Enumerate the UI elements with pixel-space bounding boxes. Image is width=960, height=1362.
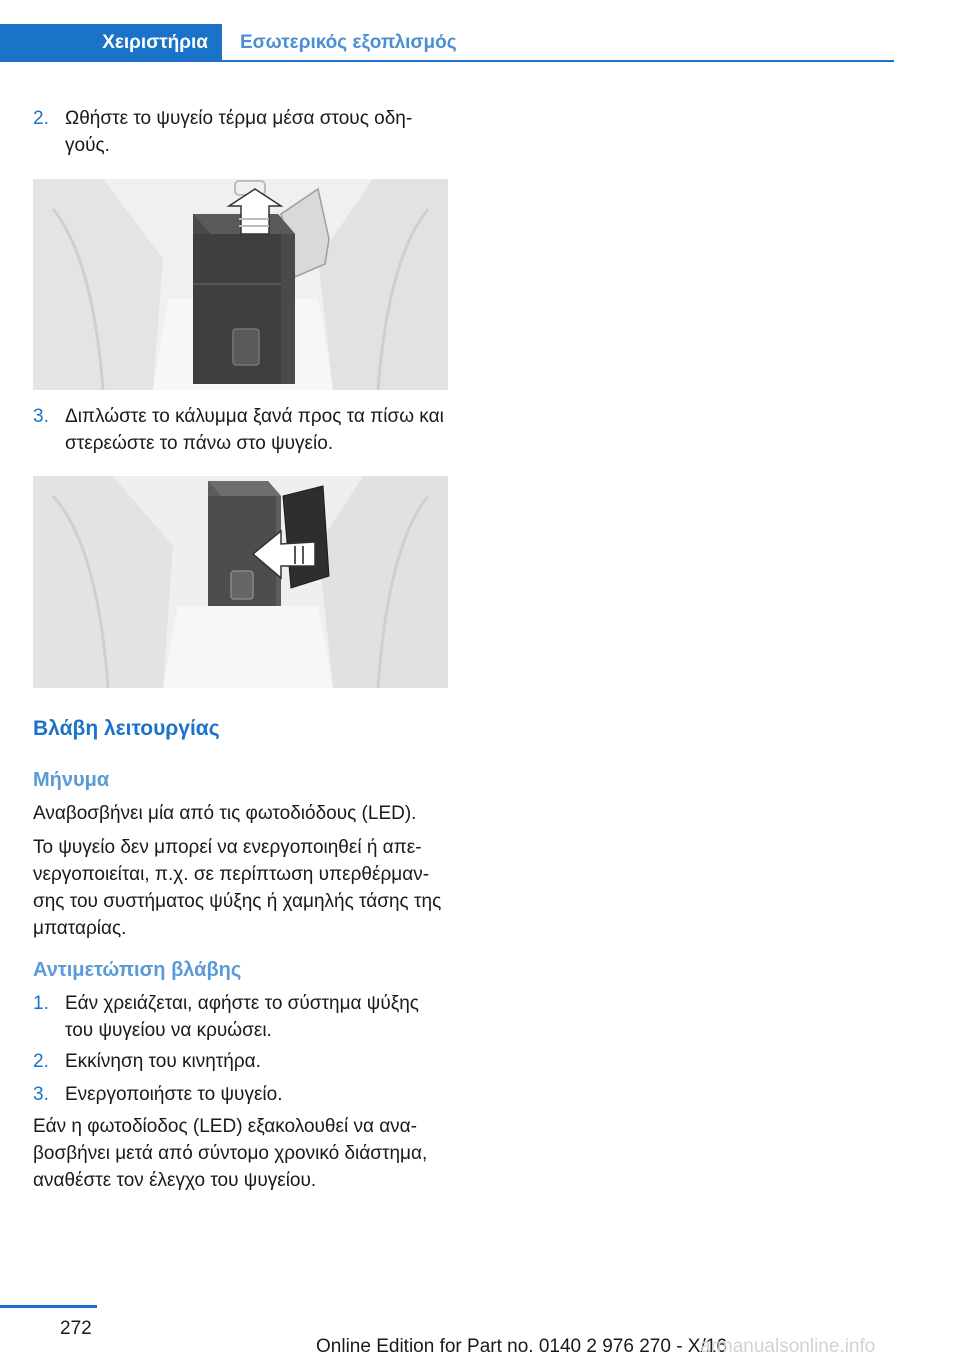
tab-controls[interactable] [0,24,222,62]
section-title: Βλάβη λειτουργίας [33,717,220,740]
message-body: Το ψυγείο δεν μπορεί να ενεργοποιηθεί ή απε‐νεργοποιείται, π.χ. σε περίπτωση υπερθέρμαν‐σης του συστήματος ψύξης ή χαμηλής τάσης της μπαταρίας. [33,837,442,939]
tab-interior-equipment-label: Εσωτερικός εξοπλισμός [240,32,457,53]
tab-controls-label: Χειριστήρια [102,32,208,53]
message-heading: Μήνυμα [33,769,110,791]
footer-bar [0,1305,97,1308]
header-divider [222,60,894,62]
tab-interior-equipment[interactable] [240,24,457,62]
step-number: 3. [33,1084,49,1105]
step-text: Εάν χρειάζεται, αφήστε το σύστημα ψύξης του ψυγείου να κρυώσει. [65,993,419,1041]
step-number: 2. [33,1051,49,1072]
step-text: Διπλώστε το κάλυμμα ξανά προς τα πίσω και στερεώστε το πάνω στο ψυγείο. [65,406,444,454]
step-text: Εκκίνηση του κινητήρα. [65,1051,261,1072]
illustration-fold-cover [33,476,448,688]
step-text: Ωθήστε το ψυγείο τέρμα μέσα στους οδη‐γούς. [65,108,413,156]
watermark: armanualsonline.info [700,1336,876,1357]
illustration-cooler-push-in [33,179,448,390]
message-line: Αναβοσβήνει μία από τις φωτοδιόδους (LED). [33,803,417,824]
closing-paragraph: Εάν η φωτοδίοδος (LED) εξακολουθεί να ανα‐βοσβήνει μετά από σύντομο χρονικό διάστημα, αναθέστε τον έλεγχο του ψυγείου. [33,1116,428,1191]
remedy-heading: Αντιμετώπιση βλάβης [33,959,242,981]
edition-label: Online Edition for Part no. 0140 2 976 270 - X/16 [316,1336,727,1357]
step-text: Ενεργοποιήστε το ψυγείο. [65,1084,283,1105]
step-number: 1. [33,993,49,1014]
step-number: 3. [33,406,49,427]
page-number: 272 [60,1318,92,1339]
step-number: 2. [33,108,49,129]
